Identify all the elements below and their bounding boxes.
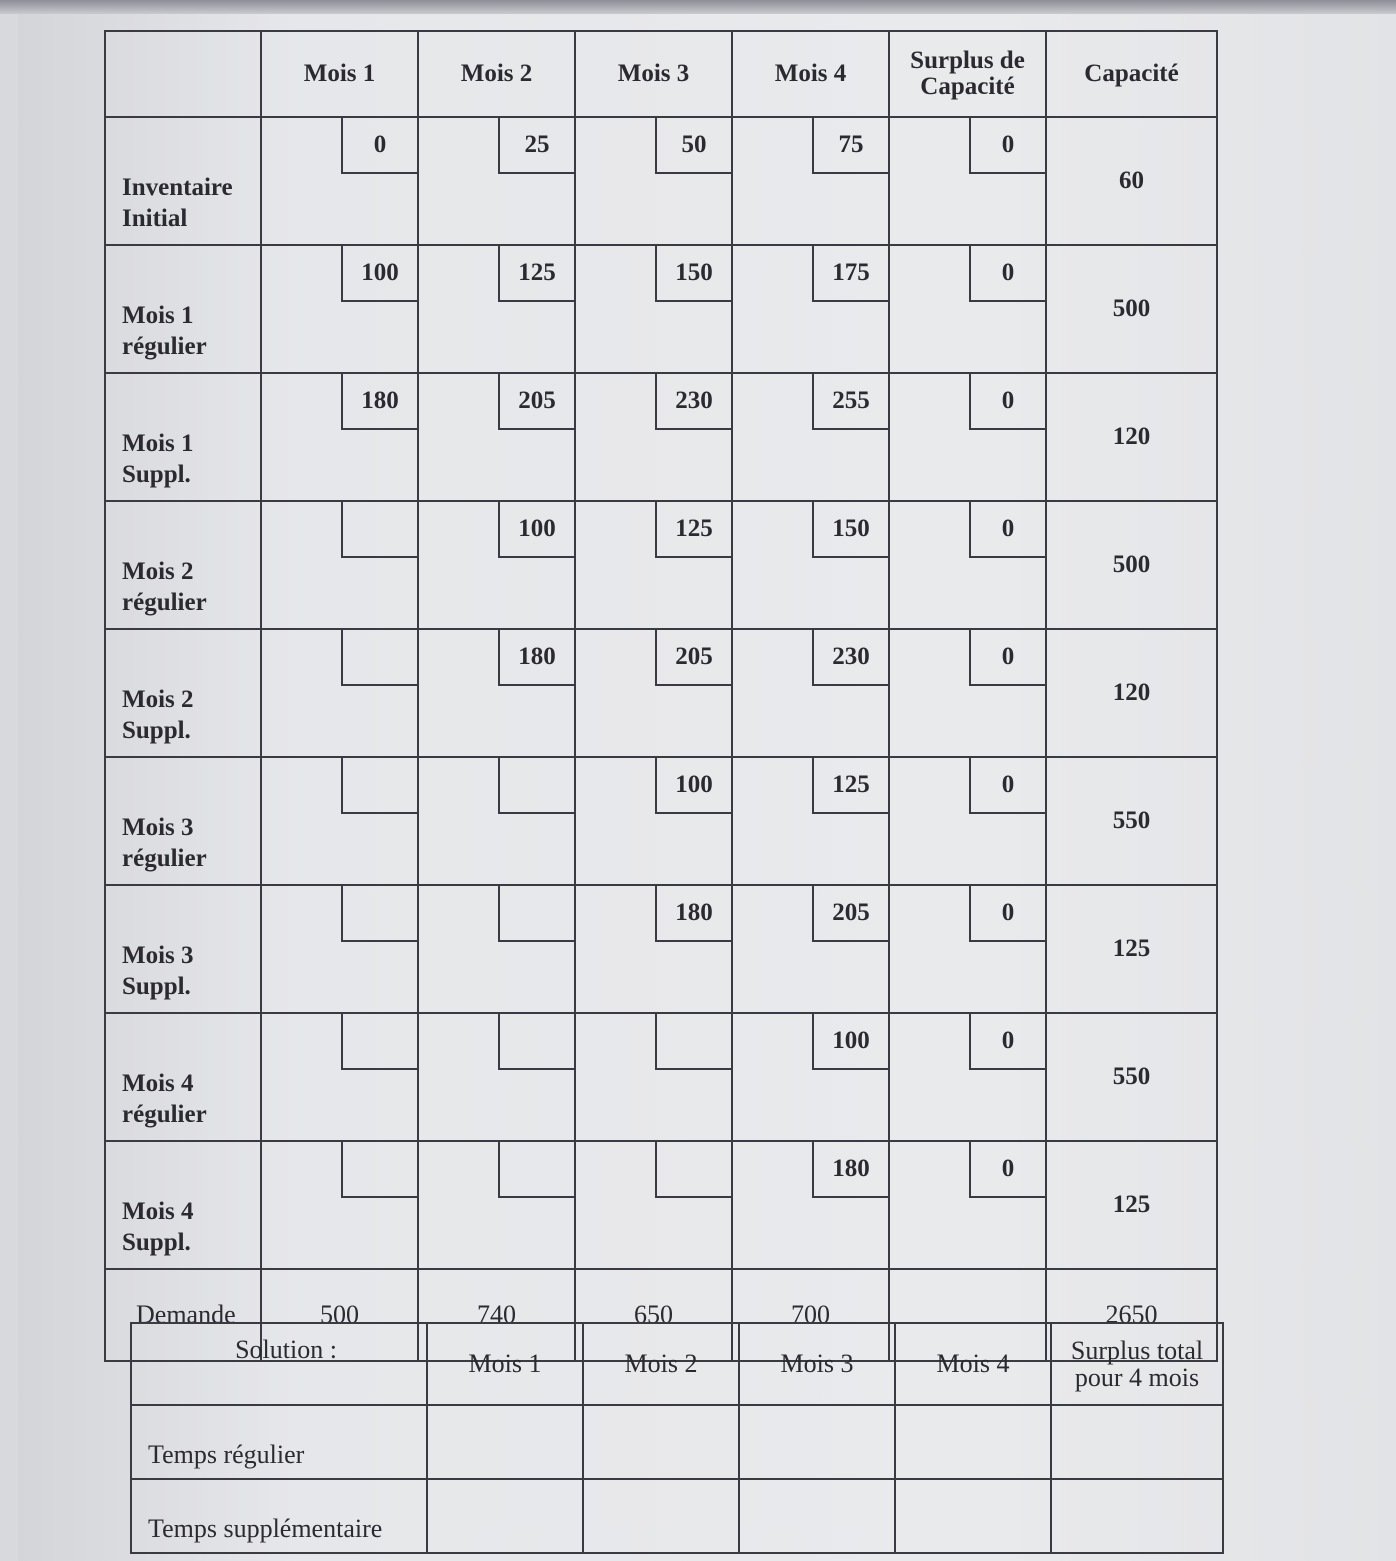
solution-value-cell[interactable] [895,1405,1051,1479]
unit-cost-box: 180 [655,886,731,942]
solution-value-cell[interactable] [895,1479,1051,1553]
demand-value: 500 [261,1269,418,1361]
unit-cost-box: 0 [969,1142,1045,1198]
unit-cost-box [341,502,417,558]
solution-row-label: Temps supplémentaire [131,1479,427,1553]
unit-cost-box: 150 [812,502,888,558]
allocation-cell[interactable] [261,1013,418,1141]
allocation-cell[interactable] [261,117,418,245]
unit-cost-box: 125 [655,502,731,558]
allocation-cell[interactable] [575,1141,732,1269]
allocation-cell[interactable] [575,629,732,757]
total-capacity-value: 2650 [1046,1269,1217,1361]
unit-cost-box [341,630,417,686]
capacity-value: 500 [1046,245,1217,373]
capacity-value: 120 [1046,373,1217,501]
unit-cost-box: 0 [969,374,1045,430]
row-label: Mois 4 régulier [105,1013,261,1141]
unit-cost-box [341,886,417,942]
row-label: Mois 4 Suppl. [105,1141,261,1269]
allocation-cell[interactable] [732,117,889,245]
allocation-cell[interactable] [575,885,732,1013]
unit-cost-box: 205 [812,886,888,942]
column-header: Surplus de Capacité [889,31,1046,117]
unit-cost-box: 205 [498,374,574,430]
solution-row [131,1405,1223,1479]
allocation-cell[interactable] [261,629,418,757]
source-row [105,885,1217,1013]
allocation-cell[interactable] [732,501,889,629]
allocation-cell[interactable] [575,1013,732,1141]
solution-row [131,1479,1223,1553]
row-label: Mois 3 Suppl. [105,885,261,1013]
allocation-cell[interactable] [261,245,418,373]
allocation-cell[interactable] [889,1141,1046,1269]
allocation-cell[interactable] [732,885,889,1013]
allocation-cell[interactable] [261,757,418,885]
allocation-cell[interactable] [418,1013,575,1141]
allocation-cell[interactable] [732,373,889,501]
unit-cost-box [341,1142,417,1198]
allocation-cell[interactable] [261,501,418,629]
allocation-cell[interactable] [889,885,1046,1013]
unit-cost-box [498,758,574,814]
demand-value: 700 [732,1269,889,1361]
unit-cost-box [655,1014,731,1070]
unit-cost-box: 205 [655,630,731,686]
capacity-value: 550 [1046,757,1217,885]
solution-value-cell[interactable] [739,1479,895,1553]
source-row [105,501,1217,629]
unit-cost-box [341,1014,417,1070]
allocation-cell[interactable] [418,757,575,885]
unit-cost-box: 180 [498,630,574,686]
capacity-value: 500 [1046,501,1217,629]
unit-cost-box: 0 [341,118,417,174]
allocation-cell[interactable] [418,501,575,629]
capacity-value: 60 [1046,117,1217,245]
unit-cost-box: 125 [498,246,574,302]
unit-cost-box: 100 [341,246,417,302]
unit-cost-box: 50 [655,118,731,174]
solution-value-cell[interactable] [1051,1479,1223,1553]
allocation-cell[interactable] [261,373,418,501]
unit-cost-box [498,1142,574,1198]
source-row [105,629,1217,757]
unit-cost-box: 0 [969,758,1045,814]
header-row [105,31,1217,117]
allocation-cell[interactable] [261,1141,418,1269]
unit-cost-box: 0 [969,886,1045,942]
allocation-cell[interactable] [418,885,575,1013]
unit-cost-box: 255 [812,374,888,430]
solution-column-header: Surplus total pour 4 mois [1051,1323,1223,1405]
solution-column-header: Mois 3 [739,1323,895,1405]
solution-column-header: Mois 4 [895,1323,1051,1405]
unit-cost-box: 0 [969,246,1045,302]
solution-value-cell[interactable] [583,1405,739,1479]
source-row [105,1141,1217,1269]
solution-value-cell[interactable] [427,1405,583,1479]
allocation-cell[interactable] [418,629,575,757]
unit-cost-box [498,886,574,942]
capacity-value: 125 [1046,885,1217,1013]
allocation-cell[interactable] [732,629,889,757]
allocation-cell[interactable] [261,885,418,1013]
row-label: Mois 3 régulier [105,757,261,885]
allocation-cell[interactable] [732,1141,889,1269]
row-label: Mois 1 Suppl. [105,373,261,501]
unit-cost-box: 100 [812,1014,888,1070]
demand-label: Demande [105,1269,261,1361]
unit-cost-box: 0 [969,630,1045,686]
solution-title: Solution : [131,1323,427,1405]
unit-cost-box: 0 [969,118,1045,174]
allocation-cell[interactable] [575,117,732,245]
column-header: Mois 2 [418,31,575,117]
row-label: Mois 1 régulier [105,245,261,373]
allocation-cell[interactable] [732,245,889,373]
unit-cost-box: 125 [812,758,888,814]
solution-header-row [131,1323,1223,1405]
solution-value-cell[interactable] [583,1479,739,1553]
solution-value-cell[interactable] [739,1405,895,1479]
solution-table [130,1322,1224,1554]
allocation-cell[interactable] [889,1013,1046,1141]
unit-cost-box: 25 [498,118,574,174]
unit-cost-box [341,758,417,814]
row-label: Inventaire Initial [105,117,261,245]
allocation-cell[interactable] [889,757,1046,885]
source-row [105,117,1217,245]
allocation-cell[interactable] [418,1141,575,1269]
column-header: Mois 3 [575,31,732,117]
unit-cost-box: 175 [812,246,888,302]
source-row [105,1013,1217,1141]
row-label: Mois 2 régulier [105,501,261,629]
unit-cost-box [655,1142,731,1198]
column-header: Mois 4 [732,31,889,117]
row-label: Mois 2 Suppl. [105,629,261,757]
allocation-cell[interactable] [889,373,1046,501]
allocation-cell[interactable] [889,245,1046,373]
unit-cost-box: 0 [969,502,1045,558]
unit-cost-box: 230 [655,374,731,430]
column-header: Capacité [1046,31,1217,117]
solution-column-header: Mois 1 [427,1323,583,1405]
unit-cost-box: 230 [812,630,888,686]
allocation-cell[interactable] [575,245,732,373]
solution-column-header: Mois 2 [583,1323,739,1405]
unit-cost-box: 180 [341,374,417,430]
demand-value: 740 [418,1269,575,1361]
capacity-value: 120 [1046,629,1217,757]
allocation-cell[interactable] [732,1013,889,1141]
demand-value: 650 [575,1269,732,1361]
unit-cost-box: 100 [655,758,731,814]
unit-cost-box: 0 [969,1014,1045,1070]
allocation-cell[interactable] [575,501,732,629]
allocation-cell[interactable] [889,629,1046,757]
allocation-cell[interactable] [418,117,575,245]
capacity-value: 550 [1046,1013,1217,1141]
allocation-cell[interactable] [889,501,1046,629]
source-row [105,373,1217,501]
solution-value-cell[interactable] [1051,1405,1223,1479]
unit-cost-box: 150 [655,246,731,302]
allocation-cell[interactable] [575,757,732,885]
column-header: Mois 1 [261,31,418,117]
source-row [105,757,1217,885]
allocation-cell[interactable] [418,245,575,373]
solution-row-label: Temps régulier [131,1405,427,1479]
corner-cell [105,31,261,117]
unit-cost-box: 100 [498,502,574,558]
transport-table [104,30,1218,1362]
allocation-cell[interactable] [889,117,1046,245]
screen-top-edge [0,0,1396,14]
source-row [105,245,1217,373]
solution-value-cell[interactable] [427,1479,583,1553]
allocation-cell[interactable] [575,373,732,501]
unit-cost-box: 180 [812,1142,888,1198]
allocation-cell[interactable] [732,757,889,885]
capacity-value: 125 [1046,1141,1217,1269]
allocation-cell[interactable] [418,373,575,501]
unit-cost-box [498,1014,574,1070]
unit-cost-box: 75 [812,118,888,174]
